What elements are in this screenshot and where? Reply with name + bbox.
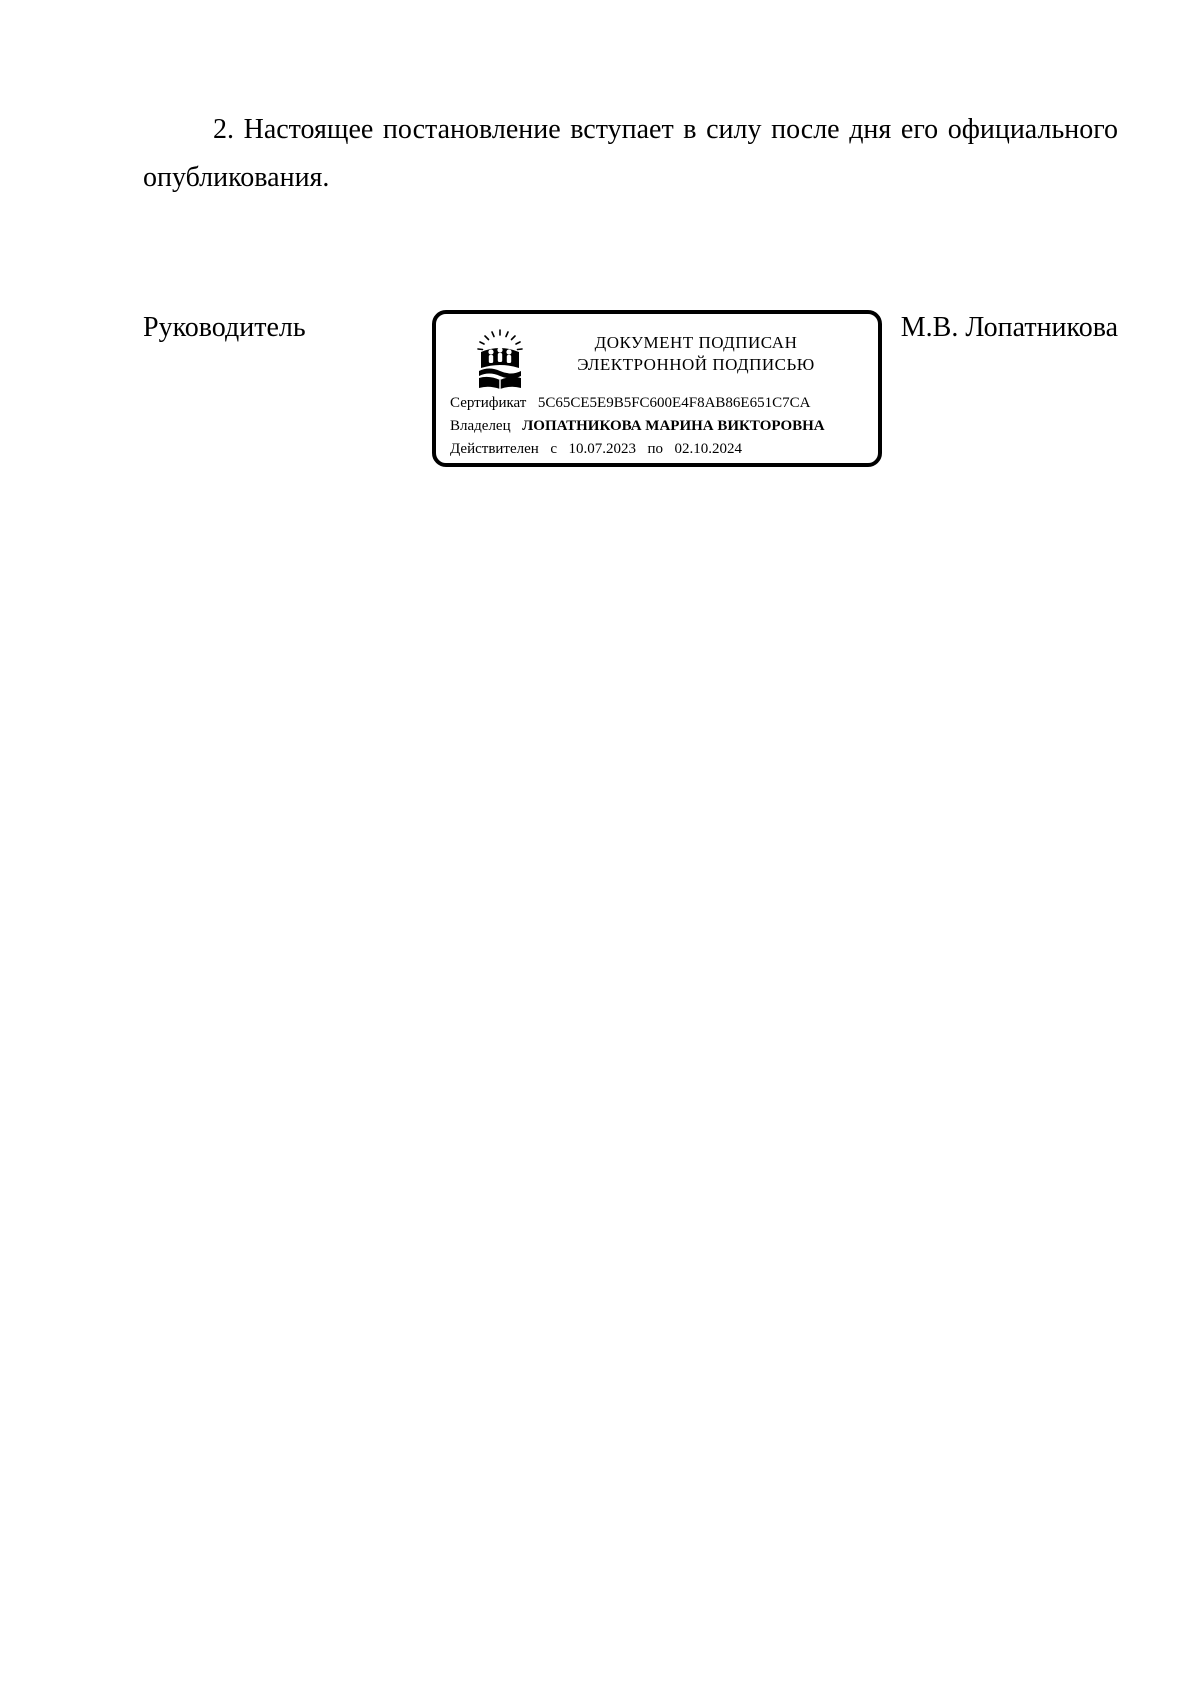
stamp-header bbox=[546, 332, 846, 376]
coat-of-arms-icon bbox=[471, 328, 529, 390]
valid-from-label: с bbox=[550, 441, 557, 457]
valid-to-label: по bbox=[647, 441, 664, 457]
electronic-signature-stamp bbox=[432, 310, 882, 467]
body-paragraph: 2. Настоящее постановление вступает в силу после дня его официального опубликования. bbox=[143, 114, 1118, 193]
stamp-owner-line bbox=[450, 415, 825, 438]
stamp-certificate-line bbox=[450, 392, 825, 415]
signatory-title: Руководитель bbox=[143, 312, 306, 343]
certificate-value: 5C65CE5E9B5FC600E4F8AB86E651C7CA bbox=[537, 395, 811, 411]
stamp-details bbox=[450, 392, 825, 461]
certificate-label: Сертификат bbox=[450, 395, 527, 411]
stamp-header-line1: ДОКУМЕНТ ПОДПИСАН bbox=[594, 333, 798, 352]
owner-label: Владелец bbox=[450, 418, 511, 434]
valid-label: Действителен bbox=[450, 441, 539, 457]
stamp-header-line2: ЭЛЕКТРОННОЙ ПОДПИСЬЮ bbox=[577, 355, 815, 374]
owner-value: ЛОПАТНИКОВА МАРИНА ВИКТОРОВНА bbox=[522, 418, 825, 434]
stamp-validity-line bbox=[450, 438, 825, 461]
valid-to-date: 02.10.2024 bbox=[674, 441, 743, 457]
valid-from-date: 10.07.2023 bbox=[568, 441, 636, 457]
signatory-name: М.В. Лопатникова bbox=[900, 312, 1118, 343]
